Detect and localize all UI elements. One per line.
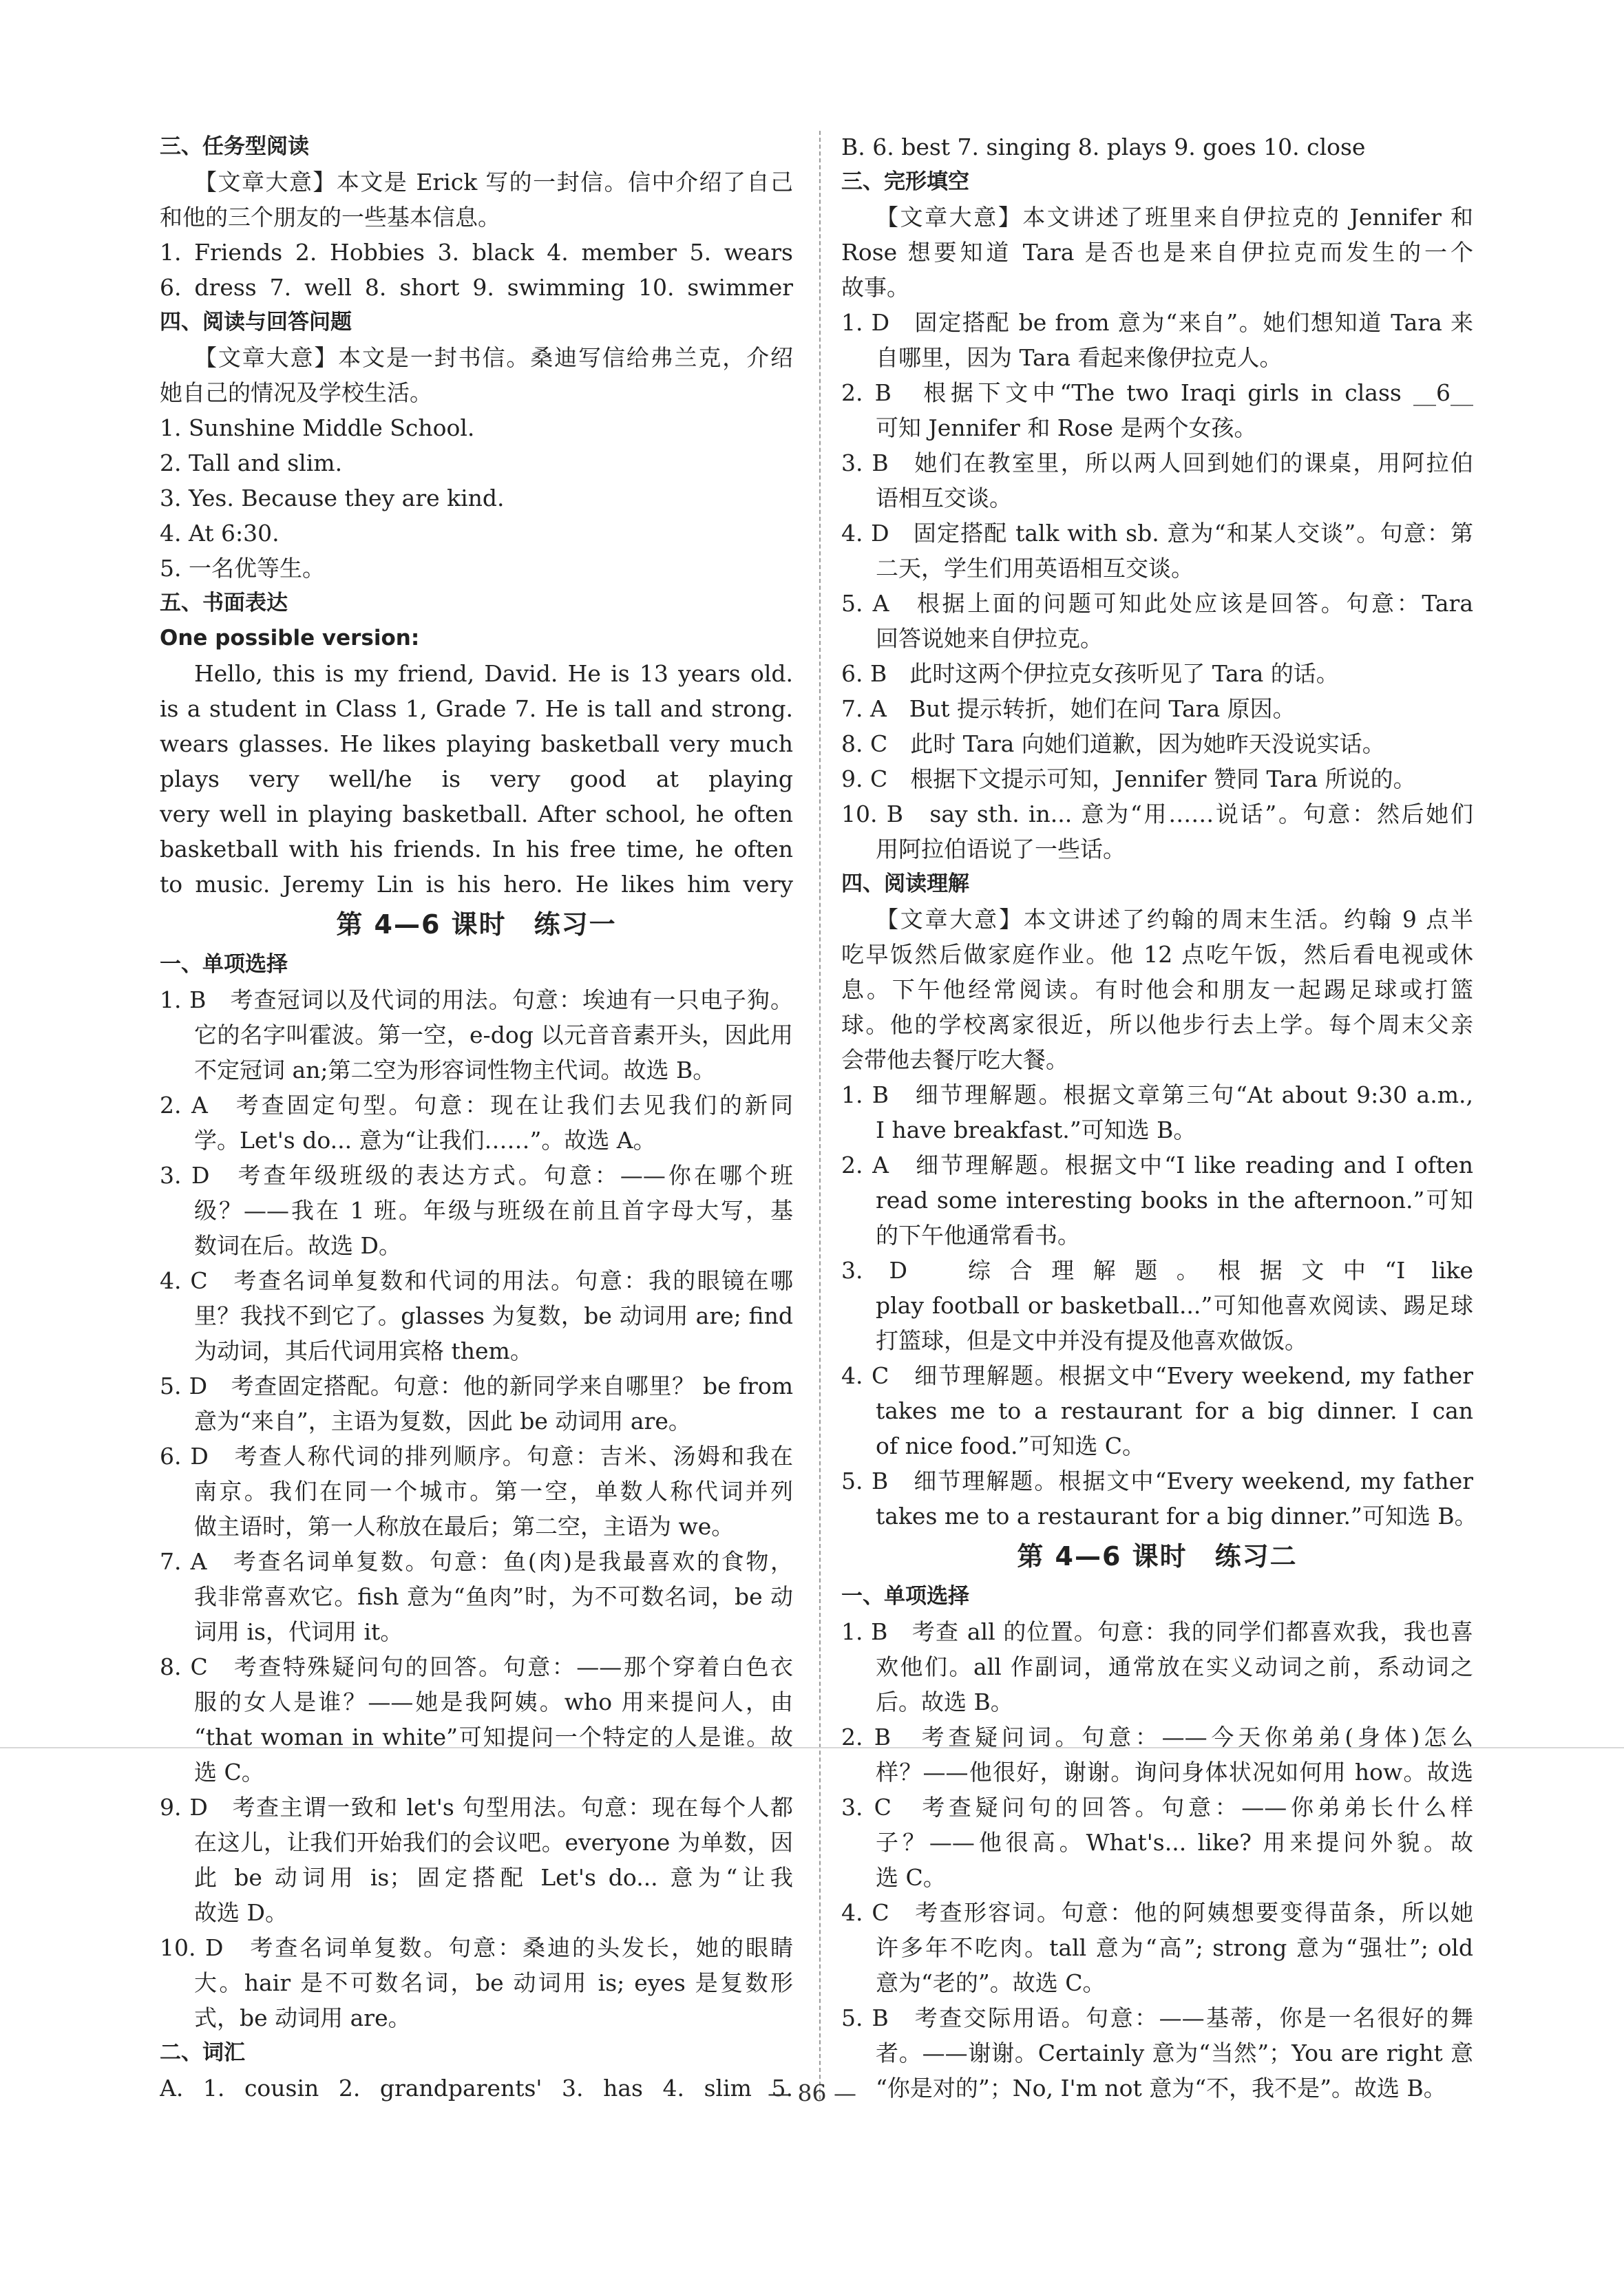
- text-line: 10. D 考查名词单复数。句意：桑迪的头发长，她的眼睛: [160, 1934, 793, 1961]
- text-line: 【文章大意】本文讲述了班里来自伊拉克的 Jennifer 和: [876, 204, 1473, 231]
- text-line: 后。故选 B。: [876, 1689, 1013, 1715]
- text-line: I have breakfast.”可知选 B。: [876, 1116, 1196, 1143]
- text-line: very well in playing basketball. After school, he often: [160, 801, 793, 827]
- text-line: takes me to a restaurant for a big dinner.”可知选 B。: [876, 1503, 1477, 1530]
- text-line: 此 be 动词用 is；固定搭配 Let's do... 意为“让我: [194, 1864, 793, 1891]
- text-line: Rose 想要知道 Tara 是否也是来自伊拉克而发生的一个: [841, 239, 1473, 266]
- text-line: 级？——我在 1 班。年级与班级在前且首字母大写，基: [194, 1197, 793, 1224]
- text-line: 球。他的学校离家很近，所以他步行去上学。每个周末父亲: [841, 1011, 1473, 1038]
- text-line: 6. D 考查人称代词的排列顺序。句意：吉米、汤姆和我在: [160, 1443, 793, 1470]
- text-line: 2. B 根据下文中“The two Iraqi girls in class __6__: [841, 379, 1473, 406]
- text-line: to music. Jeremy Lin is his hero. He likes him very: [160, 871, 793, 898]
- text-line: 为动词，其后代词用宾格 them。: [194, 1337, 533, 1364]
- text-line: 1. B 细节理解题。根据文章第三句“At about 9:30 a.m.,: [841, 1081, 1473, 1108]
- text-line: 10. B say sth. in... 意为“用……说话”。句意：然后她们: [841, 801, 1473, 827]
- text-line: 4. At 6:30.: [160, 520, 280, 547]
- text-line: 选 C。: [876, 1864, 946, 1891]
- text-line: 2. A 细节理解题。根据文中“I like reading and I often: [841, 1152, 1473, 1178]
- text-line: 服的女人是谁？——她是我阿姨。who 用来提问人，由: [194, 1689, 793, 1715]
- section-title: 第 4—6 课时 练习二: [1017, 1541, 1298, 1571]
- text-line: plays very well/he is very good at playing: [160, 765, 793, 792]
- left-column: [160, 129, 793, 2106]
- text-line: 1. B 考查冠词以及代词的用法。句意：埃迪有一只电子狗。: [160, 986, 793, 1013]
- text-line: 3. D 综合理解题。根据文中“I like: [841, 1257, 1473, 1284]
- text-line: 样？——他很好，谢谢。询问身体状况如何用 how。故选: [876, 1759, 1473, 1786]
- section-heading: One possible version:: [160, 626, 420, 650]
- text-line: 4. C 考查名词单复数和代词的用法。句意：我的眼镜在哪: [160, 1267, 793, 1294]
- text-line: 我非常喜欢它。fish 意为“鱼肉”时，为不可数名词，be 动: [194, 1583, 793, 1610]
- text-line: 3. B 她们在教室里，所以两人回到她们的课桌，用阿拉伯: [841, 449, 1473, 476]
- text-line: “你是对的”；No, I'm not 意为“不，我不是”。故选 B。: [876, 2075, 1446, 2102]
- text-line: “that woman in white”可知提问一个特定的人是谁。故: [194, 1724, 793, 1750]
- text-line: 3. D 考查年级班级的表达方式。句意：——你在哪个班: [160, 1162, 793, 1189]
- text-line: 【文章大意】本文讲述了约翰的周末生活。约翰 9 点半: [876, 906, 1473, 933]
- text-line: 意为“来自”，主语为复数，因此 be 动词用 are。: [194, 1408, 691, 1435]
- text-line: 3. Yes. Because they are kind.: [160, 485, 505, 511]
- text-line: 9. C 根据下文提示可知，Jennifer 赞同 Tara 所说的。: [841, 765, 1416, 792]
- text-line: 数词在后。故选 D。: [194, 1232, 401, 1259]
- text-line: 会带他去餐厅吃大餐。: [841, 1046, 1068, 1073]
- text-line: play football or basketball...”可知他喜欢阅读、踢足球: [876, 1292, 1473, 1319]
- text-line: is a student in Class 1, Grade 7. He is tall and strong.: [160, 695, 793, 722]
- section-heading: 二、词汇: [160, 2040, 245, 2065]
- text-line: 1. Sunshine Middle School.: [160, 414, 475, 441]
- text-line: 6. dress 7. well 8. short 9. swimming 10. swimmer: [160, 274, 793, 301]
- text-line: wears glasses. He likes playing basketball very much: [160, 730, 793, 757]
- text-line: 1. B 考查 all 的位置。句意：我的同学们都喜欢我，我也喜: [841, 1618, 1473, 1645]
- text-line: 9. D 考查主谓一致和 let's 句型用法。句意：现在每个人都: [160, 1794, 793, 1821]
- text-line: 7. A But 提示转折，她们在问 Tara 原因。: [841, 695, 1296, 722]
- text-line: 3. C 考查疑问句的回答。句意：——你弟弟长什么样: [841, 1794, 1473, 1821]
- text-line: 学。Let's do... 意为“让我们……”。故选 A。: [194, 1127, 656, 1154]
- column-divider: [819, 131, 821, 2099]
- text-line: 不定冠词 an;第二空为形容词性物主代词。故选 B。: [194, 1057, 716, 1083]
- text-line: basketball with his friends. In his free time, he often: [160, 836, 793, 862]
- text-line: 故事。: [841, 274, 909, 301]
- text-line: 里？我找不到它了。glasses 为复数，be 动词用 are; find: [194, 1302, 793, 1329]
- text-line: 打篮球，但是文中并没有提及他喜欢做饭。: [876, 1327, 1307, 1354]
- text-line: 6. B 此时这两个伊拉克女孩听见了 Tara 的话。: [841, 660, 1339, 687]
- text-line: 5. D 考查固定搭配。句意：他的新同学来自哪里？ be from: [160, 1373, 793, 1399]
- text-line: 4. D 固定搭配 talk with sb. 意为“和某人交谈”。句意：第: [841, 520, 1473, 547]
- section-heading: 五、书面表达: [160, 591, 288, 615]
- section-heading: 四、阅读与回答问题: [160, 310, 352, 335]
- text-line: 5. B 考查交际用语。句意：——基蒂，你是一名很好的舞: [841, 2004, 1473, 2031]
- text-line: 者。——谢谢。Certainly 意为“当然”；You are right 意: [876, 2040, 1473, 2066]
- fold-line: [0, 1747, 1624, 1748]
- text-line: 的下午他通常看书。: [876, 1222, 1080, 1249]
- text-line: 2. Tall and slim.: [160, 449, 343, 476]
- text-line: 南京。我们在同一个城市。第一空，单数人称代词并列: [194, 1478, 793, 1505]
- text-line: read some interesting books in the afternoon.”可知: [876, 1187, 1473, 1214]
- text-line: A. 1. cousin 2. grandparents' 3. has 4. slim 5.: [160, 2075, 793, 2102]
- text-line: 回答说她来自伊拉克。: [876, 625, 1103, 652]
- text-line: 大。hair 是不可数名词，be 动词用 is; eyes 是复数形: [194, 1969, 793, 1996]
- section-heading: 一、单项选择: [841, 1584, 969, 1609]
- text-line: of nice food.”可知选 C。: [876, 1432, 1146, 1459]
- text-line: B. 6. best 7. singing 8. plays 9. goes 10. close: [841, 134, 1366, 160]
- text-line: 选 C。: [194, 1759, 264, 1786]
- text-line: 自哪里，因为 Tara 看起来像伊拉克人。: [876, 344, 1283, 371]
- section-heading: 三、任务型阅读: [160, 134, 309, 159]
- text-line: 1. Friends 2. Hobbies 3. black 4. member 5. wears: [160, 239, 793, 266]
- text-line: 用阿拉伯语说了一些话。: [876, 836, 1126, 862]
- text-line: 1. D 固定搭配 be from 意为“来自”。她们想知道 Tara 来: [841, 309, 1473, 336]
- text-line: 2. A 考查固定句型。句意：现在让我们去见我们的新同: [160, 1092, 793, 1119]
- text-line: 做主语时，第一人称放在最后；第二空，主语为 we。: [194, 1513, 735, 1540]
- section-heading: 三、完形填空: [841, 169, 969, 194]
- section-title: 第 4—6 课时 练习一: [336, 909, 617, 940]
- text-line: 7. A 考查名词单复数。句意：鱼(肉)是我最喜欢的食物，: [160, 1548, 793, 1575]
- text-line: 4. C 考查形容词。句意：他的阿姨想要变得苗条，所以她: [841, 1899, 1473, 1926]
- text-line: 【文章大意】本文是 Erick 写的一封信。信中介绍了自己: [194, 169, 793, 195]
- text-line: 意为“老的”。故选 C。: [876, 1969, 1106, 1996]
- text-line: 8. C 此时 Tara 向她们道歉，因为她昨天没说实话。: [841, 730, 1385, 757]
- text-line: 子？——他很高。What's... like? 用来提问外貌。故: [876, 1829, 1473, 1856]
- text-line: 【文章大意】本文是一封书信。桑迪写信给弗兰克，介绍: [194, 344, 793, 371]
- page-number: — 86 —: [768, 2079, 856, 2106]
- text-line: 它的名字叫霍波。第一空，e-dog 以元音音素开头，因此用: [194, 1022, 793, 1048]
- text-line: 她自己的情况及学校生活。: [160, 379, 432, 406]
- text-line: 5. A 根据上面的问题可知此处应该是回答。句意：Tara: [841, 590, 1473, 617]
- section-heading: 四、阅读理解: [841, 871, 969, 896]
- text-line: 可知 Jennifer 和 Rose 是两个女孩。: [876, 414, 1257, 441]
- text-line: 在这儿，让我们开始我们的会议吧。everyone 为单数，因: [194, 1829, 793, 1856]
- text-line: 和他的三个朋友的一些基本信息。: [160, 204, 500, 231]
- text-line: 式，be 动词用 are。: [194, 2004, 411, 2031]
- text-line: 5. 一名优等生。: [160, 555, 325, 582]
- text-line: 5. B 细节理解题。根据文中“Every weekend, my father: [841, 1468, 1473, 1494]
- text-line: 4. C 细节理解题。根据文中“Every weekend, my father: [841, 1362, 1473, 1389]
- right-column: [841, 129, 1477, 2106]
- text-line: 8. C 考查特殊疑问句的回答。句意：——那个穿着白色衣: [160, 1653, 793, 1680]
- text-line: 许多年不吃肉。tall 意为“高”; strong 意为“强壮”; old: [876, 1934, 1473, 1961]
- text-line: 故选 D。: [194, 1899, 288, 1926]
- text-line: 语相互交谈。: [876, 485, 1012, 511]
- section-heading: 一、单项选择: [160, 952, 288, 977]
- text-line: 2. B 考查疑问词。句意：——今天你弟弟(身体)怎么: [841, 1724, 1473, 1750]
- text-line: 吃早饭然后做家庭作业。他 12 点吃午饭，然后看电视或休: [841, 941, 1473, 968]
- text-line: Hello, this is my friend, David. He is 13 years old.: [194, 660, 793, 687]
- text-line: 二天，学生们用英语相互交谈。: [876, 555, 1194, 582]
- text-line: 词用 is，代词用 it。: [194, 1618, 403, 1645]
- text-line: 欢他们。all 作副词，通常放在实义动词之前，系动词之: [876, 1653, 1473, 1680]
- text-line: takes me to a restaurant for a big dinner. I can: [876, 1397, 1473, 1424]
- text-line: 息。下午他经常阅读。有时他会和朋友一起踢足球或打篮: [841, 976, 1473, 1003]
